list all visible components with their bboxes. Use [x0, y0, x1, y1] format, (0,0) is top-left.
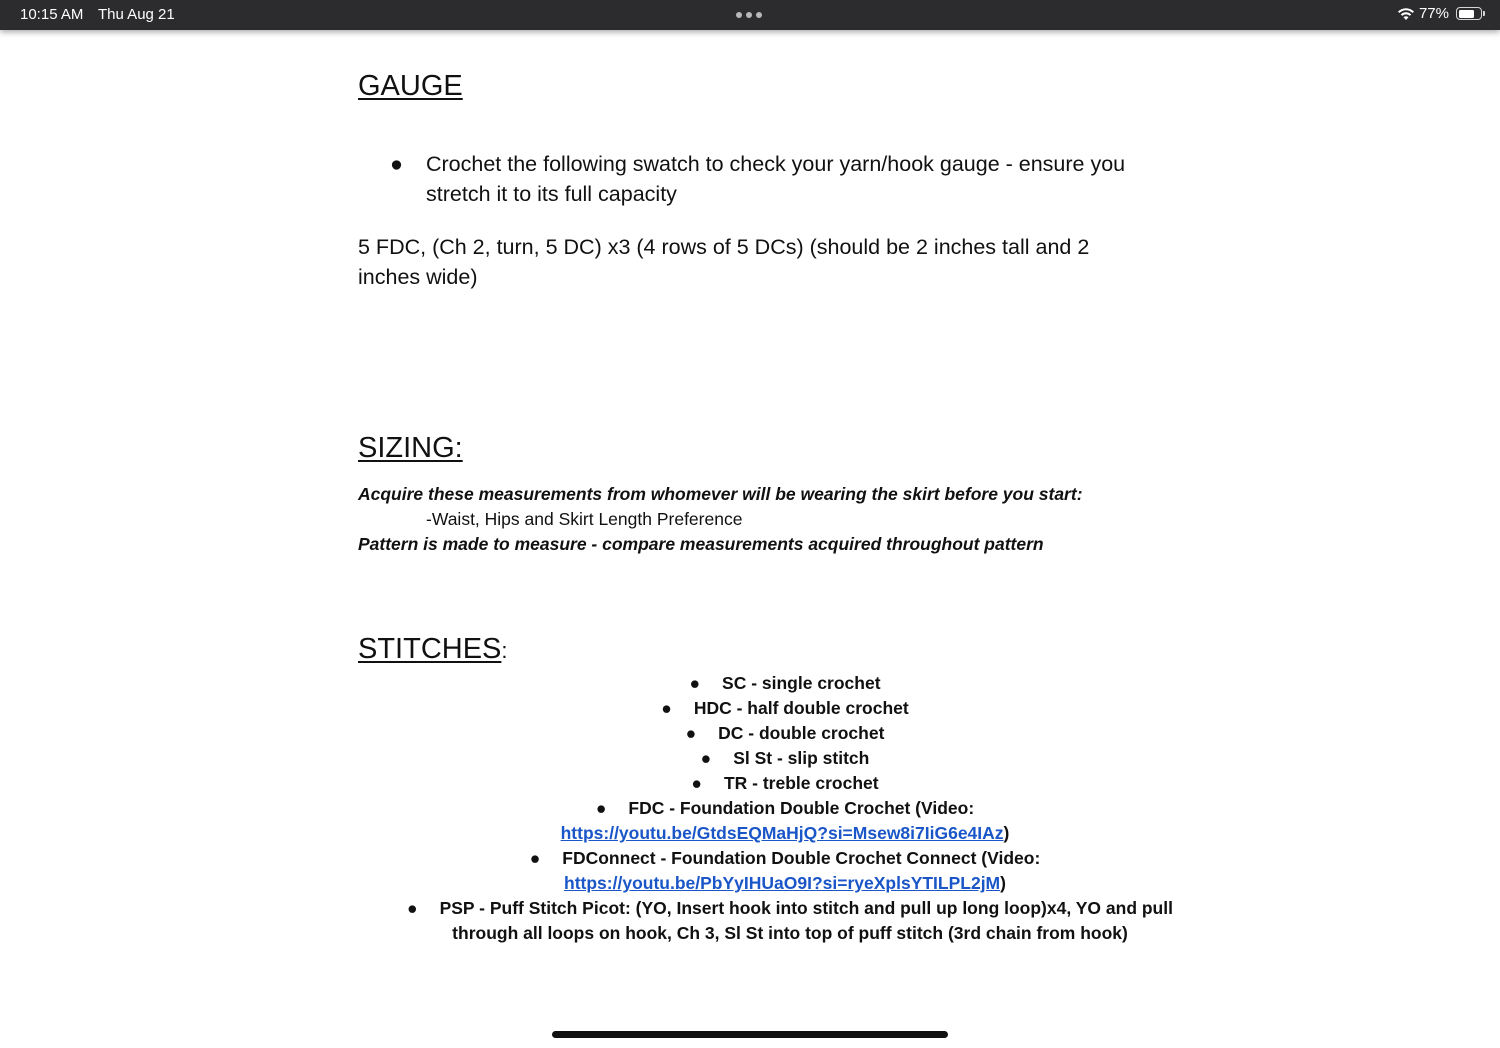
stitch-text: FDConnect - Foundation Double Crochet Connect (Video:: [562, 848, 1041, 868]
sizing-line-3: Pattern is made to measure - compare measurements acquired throughout pattern: [358, 534, 1044, 554]
fdconnect-video-link[interactable]: https://youtu.be/PbYyIHUaO9I?si=ryeXplsYTILPL2jM: [564, 873, 1001, 893]
stitch-item: [360, 721, 1210, 746]
gauge-heading: GAUGE: [358, 70, 463, 102]
stitch-item: [360, 746, 1210, 771]
stitches-heading-colon: :: [501, 638, 508, 663]
status-date: Thu Aug 21: [98, 6, 175, 23]
gauge-bullet-text: Crochet the following swatch to check your yarn/hook gauge - ensure you stretch it to its full capacity: [426, 152, 1126, 206]
battery-percent: 77%: [1418, 5, 1449, 22]
stitch-list: [360, 671, 1210, 946]
stitch-text: HDC - half double crochet: [693, 698, 909, 718]
stitch-text: Sl St - slip stitch: [733, 748, 870, 768]
stitches-heading: [358, 633, 508, 666]
bullet-icon: ●: [685, 723, 697, 743]
stitch-text: PSP - Puff Stitch Picot: (YO, Insert hook into stitch and pull up long loop)x4, YO and pull through all loops on hook, Ch 3, Sl St into top of puff stitch (3rd chain from hook): [439, 898, 1173, 943]
stitch-text: FDC - Foundation Double Crochet (Video:: [628, 798, 975, 818]
bullet-icon: ●: [691, 773, 702, 793]
gauge-bullet: [390, 149, 1150, 209]
stitch-text: SC - single crochet: [722, 673, 881, 693]
bullet-icon: ●: [700, 748, 712, 768]
sizing-line-2: -Waist, Hips and Skirt Length Preference: [426, 509, 743, 529]
sizing-line-1: Acquire these measurements from whomever will be wearing the skirt before you start:: [358, 484, 1083, 504]
bullet-icon: ●: [390, 152, 403, 176]
stitch-item-psp: [400, 896, 1180, 946]
stitch-item: [360, 771, 1210, 796]
gauge-swatch-text: 5 FDC, (Ch 2, turn, 5 DC) x3 (4 rows of 5 DCs) (should be 2 inches tall and 2 inches wide): [358, 235, 1090, 289]
home-indicator[interactable]: [552, 1031, 948, 1038]
bullet-icon: ●: [661, 698, 672, 718]
stitch-item: [360, 696, 1210, 721]
stitch-item-fdconnect: [360, 846, 1210, 896]
fdc-video-link[interactable]: https://youtu.be/GtdsEQMaHjQ?si=Msew8i7IiG6e4IAz: [560, 823, 1004, 843]
bullet-icon: ●: [529, 848, 541, 868]
stitch-text-after: ): [1000, 873, 1006, 893]
stitches-heading-text: STITCHES: [358, 633, 502, 665]
bullet-icon: ●: [407, 898, 418, 918]
bullet-icon: ●: [689, 673, 701, 693]
status-time: 10:15 AM: [20, 6, 84, 23]
sizing-heading: SIZING:: [358, 432, 463, 464]
stitch-item-fdc: [360, 796, 1210, 846]
stitch-text-after: ): [1003, 823, 1010, 843]
stitch-text: DC - double crochet: [718, 723, 885, 743]
bullet-icon: ●: [595, 798, 607, 818]
stitch-item: [360, 671, 1210, 696]
stitch-text: TR - treble crochet: [723, 773, 879, 793]
